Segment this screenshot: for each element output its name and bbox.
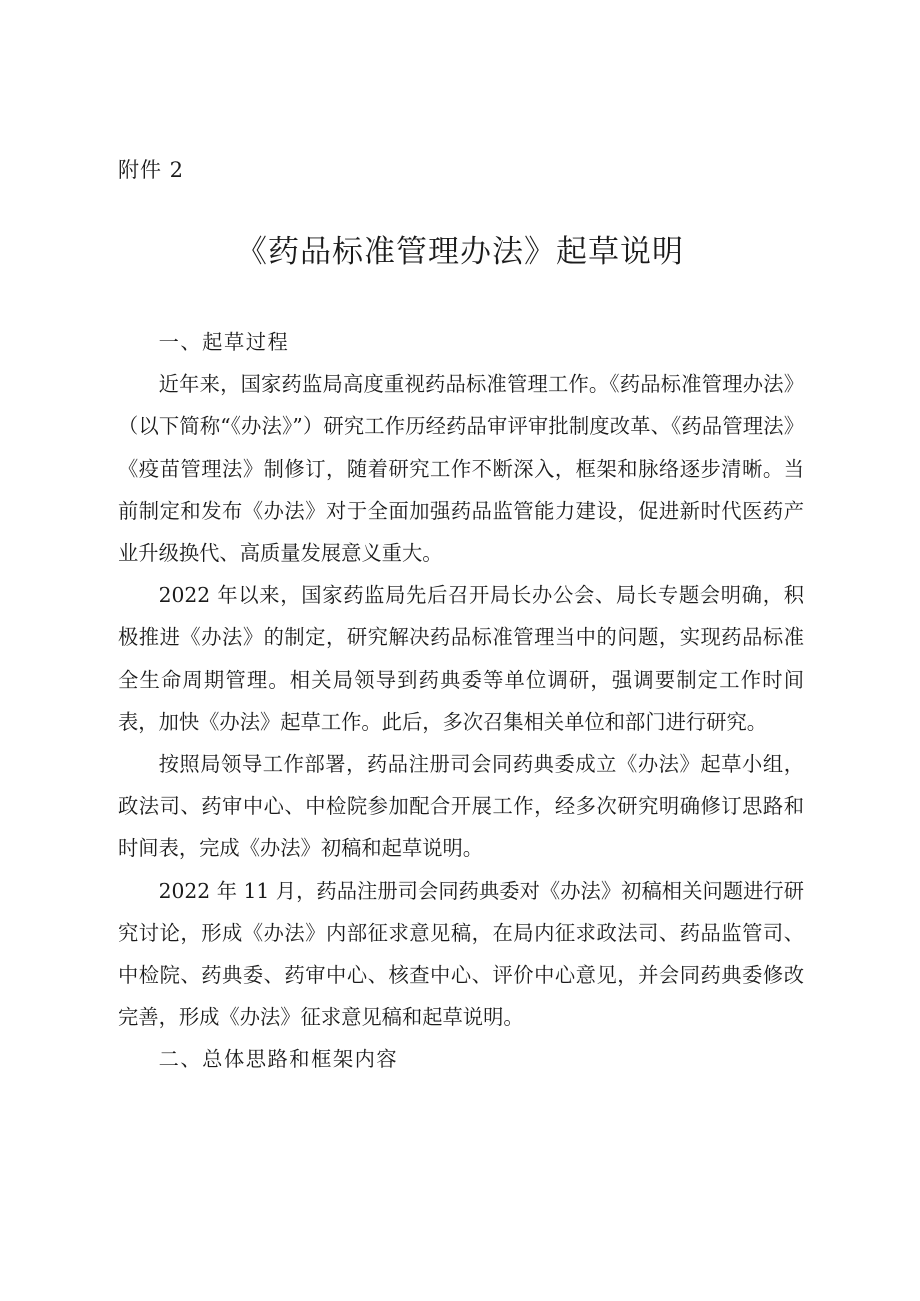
document-title: 《药品标准管理办法》起草说明 — [236, 234, 684, 270]
attachment-label: 附件 2 — [118, 158, 185, 182]
section-heading-overall-approach: 二、总体思路和框架内容 — [158, 1047, 399, 1072]
section-heading-drafting-process: 一、起草过程 — [158, 330, 290, 354]
document-body — [118, 321, 804, 1081]
paragraph-2022-november: 2022 年 11 月，药品注册司会同药典委对《办法》初稿相关问题进行研究讨论，形成《办法》内部征求意见稿，在局内征求政法司、药品监管司、中检院、药典委、药审中心、核查中心、评价中心意见，并会同药典委修改完善，形成《办法》征求意见稿和起草说明。 — [118, 878, 804, 1030]
paragraph-2022-progress: 2022 年以来，国家药监局先后召开局长办公会、局长专题会明确，积极推进《办法》的制定，研究解决药品标准管理当中的问题，实现药品标准全生命周期管理。相关局领导到药典委等单位调研，强调要制定工作时间表，加快《办法》起草工作。此后，多次召集相关单位和部门进行研究。 — [118, 583, 804, 734]
paragraph-drafting-group: 按照局领导工作部署，药品注册司会同药典委成立《办法》起草小组，政法司、药审中心、中检院参加配合开展工作，经多次研究明确修订思路和时间表，完成《办法》初稿和起草说明。 — [118, 752, 804, 861]
paragraph-background: 近年来，国家药监局高度重视药品标准管理工作。《药品标准管理办法》（以下简称“《办法》”）研究工作历经药品审评审批制度改革、《药品管理法》《疫苗管理法》制修订，随着研究工作不断深入，框架和脉络逐步清晰。当前制定和发布《办法》对于全面加强药品监管能力建设，促进新时代医药产业升级换代、高质量发展意义重大。 — [118, 372, 804, 566]
